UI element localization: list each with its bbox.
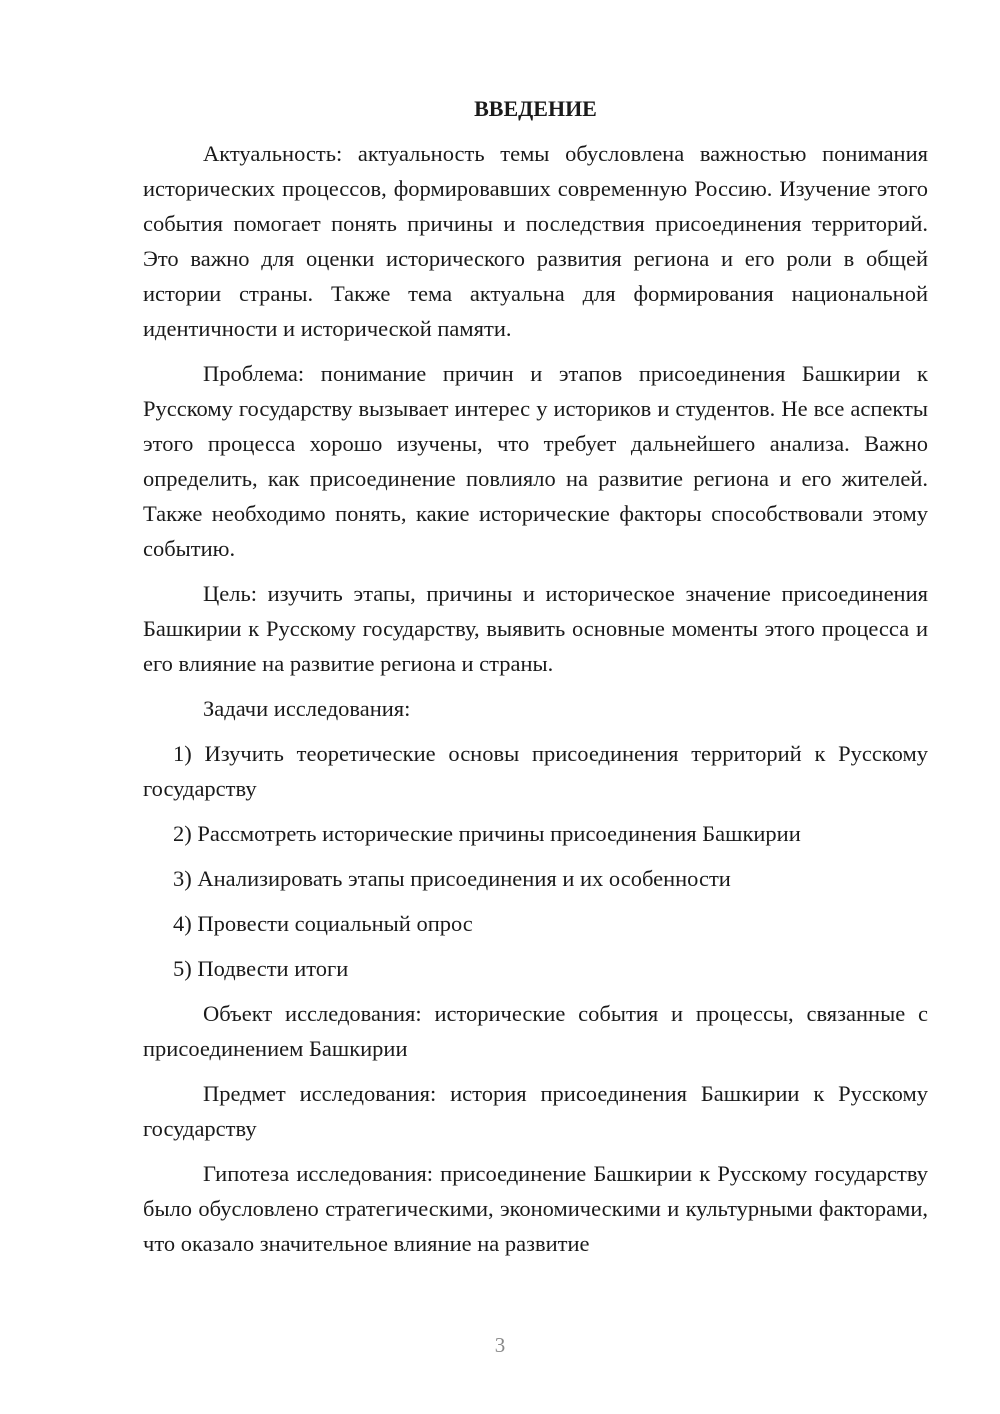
section-title: ВВЕДЕНИЕ xyxy=(474,96,597,121)
goal-paragraph: Цель: изучить этапы, причины и историческое значение присоединения Башкирии к Русскому государству, выявить основные моменты этого процесса и его влияние на развитие региона и страны. xyxy=(143,581,928,676)
task-item: 3) Анализировать этапы присоединения и их особенности xyxy=(173,866,731,891)
subject-paragraph: Предмет исследования: история присоединения Башкирии к Русскому государству xyxy=(143,1081,928,1141)
tasks-list xyxy=(143,736,928,986)
task-item: 5) Подвести итоги xyxy=(173,956,349,981)
document-page xyxy=(143,94,928,1271)
object-paragraph: Объект исследования: исторические события и процессы, связанные с присоединением Башкирии xyxy=(143,1001,928,1061)
task-item: 4) Провести социальный опрос xyxy=(173,911,473,936)
problem-paragraph: Проблема: понимание причин и этапов присоединения Башкирии к Русскому государству вызывает интерес у историков и студентов. Не все аспекты этого процесса хорошо изучены, что требует дальнейшего анализа. Важно определить, как присоединение повлияло на развитие региона и его жителей. Также необходимо понять, какие исторические факторы способствовали этому событию. xyxy=(143,361,928,561)
relevance-paragraph: Актуальность: актуальность темы обусловлена важностью понимания исторических процессов, формировавших современную Россию. Изучение этого события помогает понять причины и последствия присоединения территорий. Это важно для оценки исторического развития региона и его роли в общей истории страны. Также тема актуальна для формирования национальной идентичности и исторической памяти. xyxy=(143,141,928,341)
tasks-heading: Задачи исследования: xyxy=(203,696,411,721)
page-number: 3 xyxy=(494,1333,506,1357)
task-item: 1) Изучить теоретические основы присоединения территорий к Русскому государству xyxy=(143,741,928,801)
task-item: 2) Рассмотреть исторические причины присоединения Башкирии xyxy=(173,821,801,846)
hypothesis-paragraph: Гипотеза исследования: присоединение Башкирии к Русскому государству было обусловлено стратегическими, экономическими и культурными факторами, что оказало значительное влияние на развитие xyxy=(143,1161,928,1256)
